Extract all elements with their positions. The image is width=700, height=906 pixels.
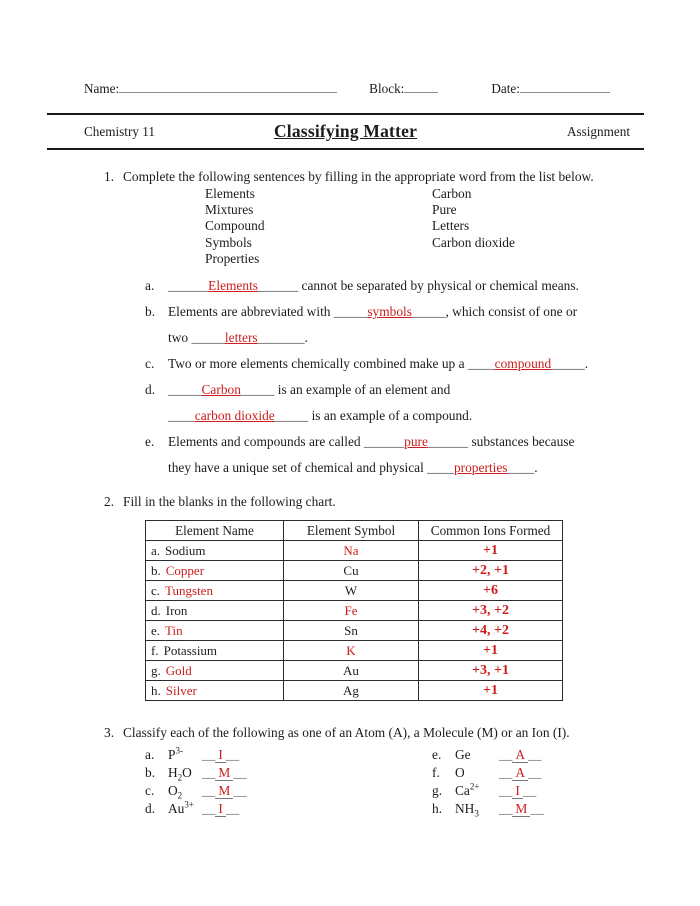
element-name-cell [146,581,284,601]
q3-column-left [145,746,432,818]
chemical-formula: $Ca^{2+}$ [455,781,480,799]
blank-underscores: _____ [333,304,368,320]
element-symbol-cell: Na [284,541,419,561]
table-row [146,541,563,561]
item-label: e. [145,434,155,450]
sentence-line [168,455,644,481]
element-name-cell [146,681,284,701]
item-label: g. [432,783,443,799]
sentence-line [168,403,644,429]
table-row [146,581,563,601]
ion-table-body [146,541,563,701]
date-field [491,80,610,97]
q3-column-right [432,746,544,818]
sentence-line [168,377,644,403]
sentence-line [168,299,644,325]
item-label: a. [145,278,155,294]
question-number: 2. [104,494,115,510]
answer-text: A [512,747,528,763]
element-name-cell [146,561,284,581]
answer-text: Carbon [201,382,241,398]
row-label: h. [151,683,161,699]
answer-text: letters [224,330,258,346]
element-symbol-cell: Sn [284,621,419,641]
answer-blank [499,746,541,764]
sentence-text: is an example of an element and [274,382,451,398]
question-3 [104,725,644,818]
name-field [84,80,337,97]
answer-text: compound [494,356,552,372]
question-1 [104,169,644,481]
answer-text: I [215,747,225,763]
ion-table [145,520,563,701]
blank-underscores: __ [528,765,542,781]
word-bank-left [205,186,432,267]
sentence-text: Elements and compounds are called [168,434,364,450]
element-name: Potassium [163,643,218,659]
answer-text: M [215,765,233,781]
blank-underscores: __ [225,747,240,763]
word-bank-item: Symbols [205,234,252,250]
answer-text: carbon dioxide [194,408,275,424]
element-symbol-cell: K [284,641,419,661]
sentence-text: . [534,460,538,476]
blank-underscores: _____ [240,382,275,398]
word-bank-item: Carbon dioxide [432,234,515,250]
sentence-line [168,429,644,455]
blank-underscores: _____ [168,382,202,398]
col-header-element-name: Element Name [146,521,284,541]
blank-underscores: __ [225,801,240,817]
block-field [369,80,438,97]
table-row [146,561,563,581]
blank-underscores: ______ [363,434,405,450]
common-ions-cell: +3, +1 [419,661,563,681]
common-ions-cell: +6 [419,581,563,601]
word-bank-item: Properties [205,250,260,266]
question-prompt: Fill in the blanks in the following chart. [123,494,336,510]
item-label: d. [145,801,156,817]
answer-text: symbols [367,304,412,320]
assignment-label: Assignment [566,123,630,139]
q3-item [145,746,432,764]
answer-blank [499,782,536,800]
q1-item-b [145,299,644,351]
chemical-formula: $Au^{3+}$ [168,799,194,817]
row-label: c. [151,583,161,599]
element-name: Copper [165,563,205,579]
question-number: 3. [104,725,115,741]
block-label: Block: [369,81,405,96]
element-name-cell [146,621,284,641]
blank-underscores: __ [528,747,542,763]
blank-underscores: __ [499,765,513,781]
blank-underscores: __ [522,783,537,799]
word-bank-item: Mixtures [205,202,254,218]
row-label: a. [151,543,161,559]
item-label: c. [145,783,155,799]
blank-underscores: __ [202,747,216,763]
sentence-line [168,325,644,351]
word-bank-right [432,186,515,267]
block-underline [404,80,438,93]
page-content [47,0,644,818]
blank-underscores: __ [202,765,216,781]
element-name: Iron [165,603,188,619]
item-label: c. [145,356,155,372]
chemical-formula: $P^{3-}$ [168,745,183,763]
element-name-cell [146,601,284,621]
word-bank-item: Letters [432,218,470,234]
question-1-head [104,169,644,185]
row-label: f. [151,643,159,659]
blank-underscores: ______ [258,278,299,294]
q3-item [432,782,544,800]
question-2 [104,494,644,701]
word-bank-item: Compound [205,218,265,234]
element-name: Gold [165,663,192,679]
sentence-text: cannot be separated by physical or chemical means. [298,278,579,294]
sentence-line [168,273,644,299]
chemical-formula: O [455,765,465,781]
row-label: b. [151,563,161,579]
common-ions-cell: +1 [419,641,563,661]
q1-item-a [145,273,644,299]
sentence-line [168,351,644,377]
table-header-row [146,521,563,541]
course-label: Chemistry 11 [84,123,155,139]
blank-underscores: ____ [168,408,195,424]
header-band [47,113,644,150]
sentence-text: . [584,356,589,372]
blank-underscores: __ [499,801,513,817]
element-name: Tungsten [165,583,213,599]
answer-text: M [512,801,530,817]
common-ions-cell: +1 [419,541,563,561]
row-label: g. [151,663,161,679]
page-title: Classifying Matter [273,121,418,141]
blank-underscores: _____ [274,408,309,424]
sentence-text: is an example of a compound. [308,408,473,424]
blank-underscores: __ [530,801,544,817]
element-name: Silver [165,683,197,699]
item-label: e. [432,747,442,763]
q3-item [432,800,544,818]
item-label: a. [145,747,155,763]
q3-item [432,746,544,764]
answer-blank [499,764,541,782]
q1-item-e [145,429,644,481]
row-label: d. [151,603,161,619]
item-label: d. [145,382,156,398]
word-bank [205,186,644,267]
sentence-text: . [304,330,308,346]
date-label: Date: [491,81,520,96]
question-number: 1. [104,169,115,184]
chemical-formula: $NH_3$ [455,801,479,819]
table-row [146,681,563,701]
answer-blank [202,764,247,782]
blank-underscores: __ [233,765,247,781]
element-name: Tin [165,623,183,639]
answer-blank [202,800,239,818]
date-underline [520,80,610,93]
name-label: Name: [84,81,120,96]
blank-underscores: __ [499,747,513,763]
sentence-text: Elements are abbreviated with [168,304,334,320]
answer-blank [202,782,247,800]
table-row [146,621,563,641]
question-3-head [104,725,644,741]
row-label: e. [151,623,161,639]
question-2-head [104,494,644,510]
table-row [146,641,563,661]
element-symbol-cell: Fe [284,601,419,621]
word-bank-item: Elements [205,186,255,201]
answer-text: pure [404,434,428,450]
answer-text: Elements [208,278,259,294]
chemical-formula: $H_2O$ [168,765,192,783]
col-header-element-symbol: Element Symbol [284,521,419,541]
blank-underscores: __ [233,783,247,799]
blank-underscores: _____ [411,304,446,320]
question-prompt: Complete the following sentences by filling in the appropriate word from the list below. [123,169,594,184]
word-bank-item: Carbon [432,186,472,201]
chemical-formula: $O_2$ [168,783,183,801]
sentence-text: they have a unique set of chemical and physical [168,460,428,476]
chemical-formula: Ge [455,747,471,763]
blank-underscores: __ [202,783,216,799]
answer-text: A [512,765,528,781]
element-symbol-cell: Au [284,661,419,681]
item-label: b. [145,765,156,781]
sentence-text: , which consist of one or [445,304,578,320]
blank-underscores: ____ [427,460,454,476]
answer-text: properties [453,460,508,476]
q3-item [145,782,432,800]
element-symbol-cell: W [284,581,419,601]
element-name-cell [146,661,284,681]
table-row [146,601,563,621]
sentence-text: two [168,330,192,346]
blank-underscores: _____ [551,356,585,372]
blank-underscores: ______ [427,434,469,450]
q3-item [145,800,432,818]
blank-underscores: ______ [168,278,209,294]
answer-text: I [215,801,225,817]
q1-item-c [145,351,644,377]
element-name-cell [146,541,284,561]
q1-item-d [145,377,644,429]
blank-underscores: _____ [191,330,225,346]
q3-item [145,764,432,782]
blank-underscores: __ [202,801,216,817]
name-underline [119,80,337,93]
common-ions-cell: +1 [419,681,563,701]
common-ions-cell: +4, +2 [419,621,563,641]
common-ions-cell: +3, +2 [419,601,563,621]
element-symbol-cell: Cu [284,561,419,581]
element-name: Sodium [165,543,206,559]
sentence-text: Two or more elements chemically combined make up a [168,356,468,372]
blank-underscores: __ [499,783,513,799]
sentence-text: substances because [468,434,575,450]
element-name-cell [146,641,284,661]
question-prompt: Classify each of the following as one of an Atom (A), a Molecule (M) or an Ion (I). [123,725,570,741]
answer-blank [499,800,544,818]
common-ions-cell: +2, +1 [419,561,563,581]
answer-blank [202,746,239,764]
item-label: f. [432,765,440,781]
item-label: b. [145,304,156,320]
answer-text: M [215,783,233,799]
q3-items [145,746,644,818]
blank-underscores: ____ [507,460,535,476]
name-block-date-row [47,80,644,97]
blank-underscores: ____ [467,356,495,372]
answer-text: I [512,783,522,799]
q1-items [145,273,644,481]
col-header-common-ions: Common Ions Formed [419,521,563,541]
word-bank-item: Pure [432,202,457,218]
item-label: h. [432,801,443,817]
element-symbol-cell: Ag [284,681,419,701]
table-row [146,661,563,681]
q3-item [432,764,544,782]
blank-underscores: _______ [257,330,305,346]
